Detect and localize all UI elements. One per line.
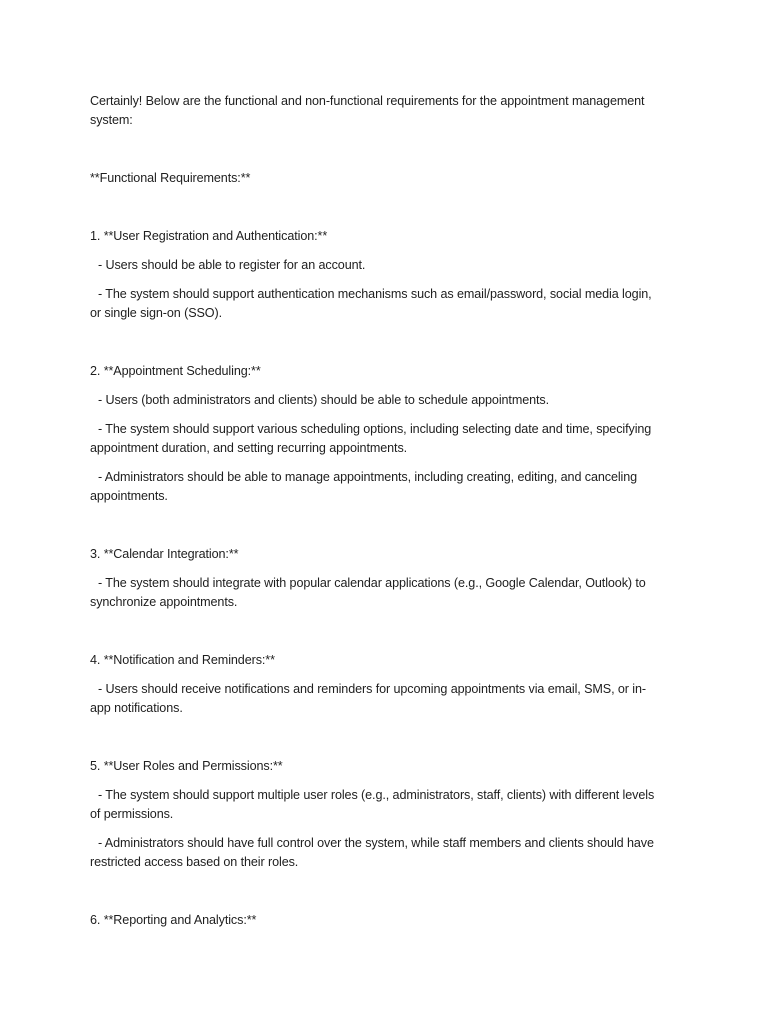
section-heading: 1. **User Registration and Authentication:**: [90, 229, 328, 243]
requirement-item-line: - The system should support various scheduling options, including selecting date and time, specifying: [98, 422, 652, 436]
requirement-item-line: - Users should be able to register for an account.: [98, 258, 366, 272]
requirement-item-line: - The system should integrate with popular calendar applications (e.g., Google Calendar, Outlook) to: [98, 576, 646, 590]
requirement-item-continuation: or single sign-on (SSO).: [90, 306, 222, 320]
requirement-item-line: - Users (both administrators and clients) should be able to schedule appointments.: [98, 393, 550, 407]
intro-line-2: system:: [90, 113, 133, 127]
requirement-item-continuation: appointments.: [90, 489, 168, 503]
requirement-item-continuation: of permissions.: [90, 807, 174, 821]
section-heading: 5. **User Roles and Permissions:**: [90, 759, 283, 773]
requirement-item-line: - Administrators should be able to manage appointments, including creating, editing, and canceling: [98, 470, 638, 484]
requirement-item-line: - The system should support authentication mechanisms such as email/password, social media login,: [98, 287, 652, 301]
section-heading: 3. **Calendar Integration:**: [90, 547, 239, 561]
functional-requirements-heading: **Functional Requirements:**: [90, 171, 251, 185]
section-heading: 2. **Appointment Scheduling:**: [90, 364, 261, 378]
requirement-item-line: - Users should receive notifications and reminders for upcoming appointments via email, SMS, or in-: [98, 682, 646, 696]
section-heading: 6. **Reporting and Analytics:**: [90, 913, 257, 927]
requirement-item-continuation: appointment duration, and setting recurring appointments.: [90, 441, 408, 455]
section-heading: 4. **Notification and Reminders:**: [90, 653, 275, 667]
requirement-item-continuation: app notifications.: [90, 701, 183, 715]
requirement-item-line: - Administrators should have full control over the system, while staff members and clients should have: [98, 836, 654, 850]
requirement-item-continuation: synchronize appointments.: [90, 595, 238, 609]
requirement-item-line: - The system should support multiple user roles (e.g., administrators, staff, clients) with different levels: [98, 788, 655, 802]
requirement-item-continuation: restricted access based on their roles.: [90, 855, 299, 869]
intro-line-1: Certainly! Below are the functional and non-functional requirements for the appointment management: [90, 94, 645, 108]
